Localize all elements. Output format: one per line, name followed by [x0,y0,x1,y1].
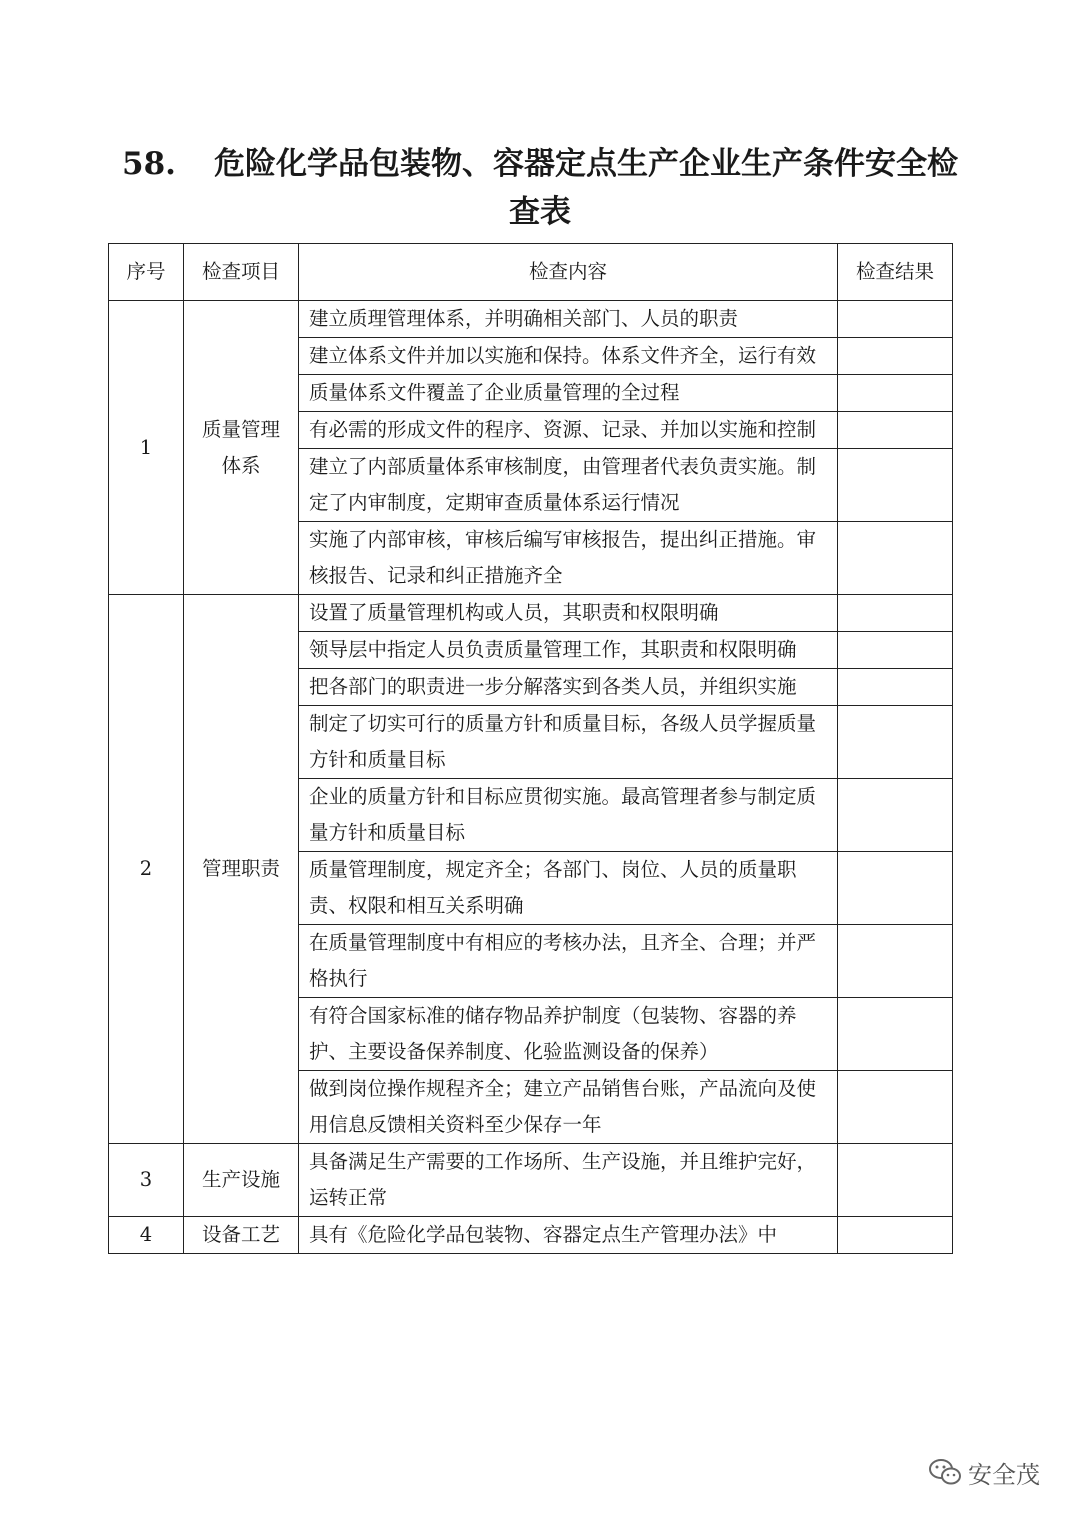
item-line: 质量管理 [201,417,280,441]
title-text-1: 危险化学品包装物、容器定点生产企业生产条件安全检 [213,146,958,182]
row-content: 质量体系文件覆盖了企业质量管理的全过程 [299,375,838,412]
row-item [184,1217,299,1254]
table-header-row [109,244,953,301]
header-item: 检查项目 [184,244,299,301]
watermark-text: 安全茂 [968,1460,1040,1489]
table-row [109,1144,953,1217]
table-row [109,301,953,338]
header-content: 检查内容 [299,244,838,301]
row-seq: 2 [109,595,184,1144]
title-line-1 [0,140,1080,188]
row-content: 实施了内部审核，审核后编写审核报告，提出纠正措施。审核报告、记录和纠正措施齐全 [299,522,838,595]
row-item [184,595,299,1144]
row-result[interactable] [838,375,953,412]
document-title [0,140,1080,236]
row-content: 质量管理制度，规定齐全；各部门、岗位、人员的质量职责、权限和相互关系明确 [299,852,838,925]
row-content: 把各部门的职责进一步分解落实到各类人员，并组织实施 [299,669,838,706]
header-seq: 序号 [109,244,184,301]
row-result[interactable] [838,595,953,632]
row-seq: 3 [109,1144,184,1217]
row-result[interactable] [838,522,953,595]
wechat-icon [928,1457,962,1487]
item-line: 生产设施 [201,1168,280,1191]
row-seq: 1 [109,301,184,595]
row-result[interactable] [838,449,953,522]
row-content: 有符合国家标准的储存物品养护制度（包装物、容器的养护、主要设备保养制度、化验监测设备的保养） [299,998,838,1071]
watermark [928,1452,1040,1492]
row-content: 建立体系文件并加以实施和保持。体系文件齐全，运行有效 [299,338,838,375]
title-line-2: 查表 [509,194,571,230]
row-result[interactable] [838,779,953,852]
row-content: 具备满足生产需要的工作场所、生产设施，并且维护完好，运转正常 [299,1144,838,1217]
row-content: 在质量管理制度中有相应的考核办法，且齐全、合理；并严格执行 [299,925,838,998]
row-item [184,301,299,595]
row-result[interactable] [838,669,953,706]
row-content: 具有《危险化学品包装物、容器定点生产管理办法》中 [299,1217,838,1254]
item-line: 体系 [221,453,261,477]
row-seq: 4 [109,1217,184,1254]
row-content: 有必需的形成文件的程序、资源、记录、并加以实施和控制 [299,412,838,449]
row-result[interactable] [838,1217,953,1254]
item-line: 设备工艺 [201,1223,280,1246]
item-line: 管理职责 [201,857,280,880]
row-result[interactable] [838,1144,953,1217]
title-number: 58. [122,146,176,182]
row-content: 建立质理管理体系，并明确相关部门、人员的职责 [299,301,838,338]
row-content: 做到岗位操作规程齐全；建立产品销售台账，产品流向及使用信息反馈相关资料至少保存一年 [299,1071,838,1144]
row-result[interactable] [838,412,953,449]
row-result[interactable] [838,1071,953,1144]
row-content: 制定了切实可行的质量方针和质量目标，各级人员学握质量方针和质量目标 [299,706,838,779]
row-result[interactable] [838,998,953,1071]
row-result[interactable] [838,706,953,779]
row-content: 设置了质量管理机构或人员，其职责和权限明确 [299,595,838,632]
header-result: 检查结果 [838,244,953,301]
row-content: 企业的质量方针和目标应贯彻实施。最高管理者参与制定质量方针和质量目标 [299,779,838,852]
table-row [109,1217,953,1254]
row-result[interactable] [838,925,953,998]
row-result[interactable] [838,852,953,925]
row-content: 领导层中指定人员负责质量管理工作，其职责和权限明确 [299,632,838,669]
inspection-table [108,243,953,1254]
table-row [109,595,953,632]
row-content: 建立了内部质量体系审核制度，由管理者代表负责实施。制定了内审制度，定期审查质量体系运行情况 [299,449,838,522]
row-result[interactable] [838,301,953,338]
row-result[interactable] [838,632,953,669]
row-item [184,1144,299,1217]
row-result[interactable] [838,338,953,375]
